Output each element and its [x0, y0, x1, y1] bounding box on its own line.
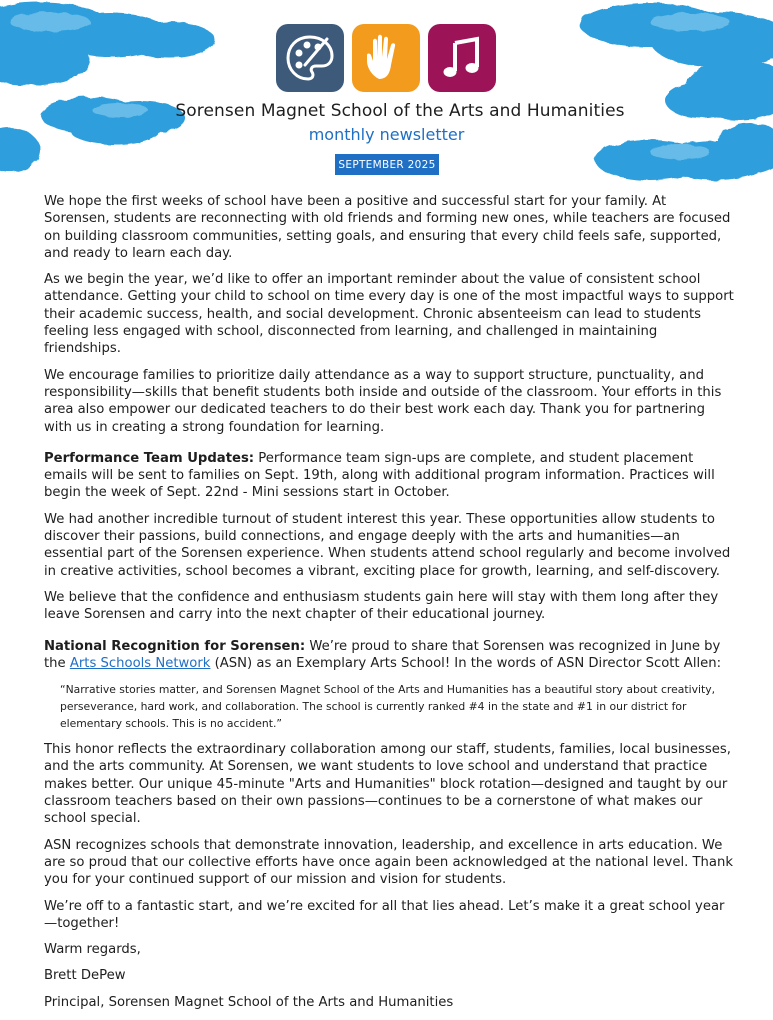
paragraph: We’re off to a fantastic start, and we’re excited for all that lies ahead. Let’s make it a great school year—together! — [44, 898, 725, 931]
paragraph: This honor reflects the extraordinary collaboration among our staff, students, families, local businesses, and the arts community. At Sorensen, we want students to love school and understand that practice makes better. Our unique 45-minute "Arts and Humanities" block rotation—designed and taught by our classroom teachers based on their own passions—continues to be a cornerstone of what makes our school special. — [44, 742, 731, 827]
section-text: Performance team sign-ups are complete, and student placement emails will be sent to families on Sept. 19th, along with additional program information. Practices will begin the week of Sept. 22nd - Mini sessions start in October. — [44, 450, 715, 501]
signer-title: Principal, Sorensen Magnet School of the Arts and Humanities — [44, 994, 454, 1010]
paragraph: We believe that the confidence and enthusiasm students gain here will stay with them long after they leave Sorensen and carry into the next chapter of their educational journey. — [44, 589, 719, 623]
signer-name: Brett DePew — [44, 968, 126, 984]
closing: Warm regards, — [44, 942, 141, 958]
paragraph: ASN recognizes schools that demonstrate innovation, leadership, and excellence in arts education. We are so proud that our collective efforts have once again been acknowledged at the national level. Thank you for your continued support of our mission and vision for students. — [44, 837, 733, 888]
newsletter-subtitle: monthly newsletter — [308, 125, 465, 144]
paragraph: We had another incredible turnout of student interest this year. These opportunities allow students to discover their passions, build connections, and engage deeply with the arts and humanities—an essential part of the Sorensen experience. When students attend school regularly and become involved in creative activities, school becomes a vibrant, exciting place for growth, learning, and self-discovery. — [44, 511, 731, 579]
newsletter-header — [0, 0, 773, 185]
hand-logo-tile — [352, 24, 420, 92]
performance-team-section — [44, 450, 734, 502]
palette-icon — [283, 31, 337, 85]
paragraph: As we begin the year, we’d like to offer an important reminder about the value of consistent school attendance. Getting your child to school on time every day is one of the most impactful ways to support their academic success, health, and social development. Chronic absenteeism can lead to students feeling less engaged with school, disconnected from learning, and challenged in maintaining friendships. — [44, 272, 734, 357]
hand-icon — [359, 31, 413, 85]
section-text: We’re proud to share that Sorensen was recognized in June by the — [44, 638, 721, 671]
music-logo-tile — [428, 24, 496, 92]
national-recognition-section — [44, 638, 734, 673]
section-text: (ASN) as an Exemplary Arts School! In the words of ASN Director Scott Allen: — [210, 655, 722, 671]
school-name: Sorensen Magnet School of the Arts and Humanities — [175, 101, 625, 121]
paragraph: We hope the first weeks of school have been a positive and successful start for your family. At Sorensen, students are reconnecting with old friends and forming new ones, while teachers are focused on building classroom communities, setting goals, and ensuring that every child feels safe, supported, and ready to learn each day. — [44, 194, 731, 261]
section-heading: Performance Team Updates: — [44, 450, 255, 466]
palette-logo-tile — [276, 24, 344, 92]
music-note-icon — [435, 31, 489, 85]
section-heading: National Recognition for Sorensen: — [44, 638, 306, 654]
arts-schools-network-link[interactable]: Arts Schools Network — [69, 655, 211, 671]
newsletter-body — [44, 193, 734, 1020]
director-quote: “Narrative stories matter, and Sorensen Magnet School of the Arts and Humanities has a beautiful story about creativity, perseverance, hard work, and collaboration. The school is currently ranked #4 in the state and #1 in our district for elementary schools. This is no accident.” — [60, 683, 716, 731]
school-logo — [276, 24, 496, 92]
paragraph: We encourage families to prioritize daily attendance as a way to support structure, punctuality, and responsibility—skills that benefit students both inside and outside of the classroom. Your efforts in this area also empower our dedicated teachers to do their best work each day. Thank you for partnering with us in creating a strong foundation for learning. — [44, 367, 722, 435]
issue-date-badge: SEPTEMBER 2025 — [335, 154, 439, 175]
